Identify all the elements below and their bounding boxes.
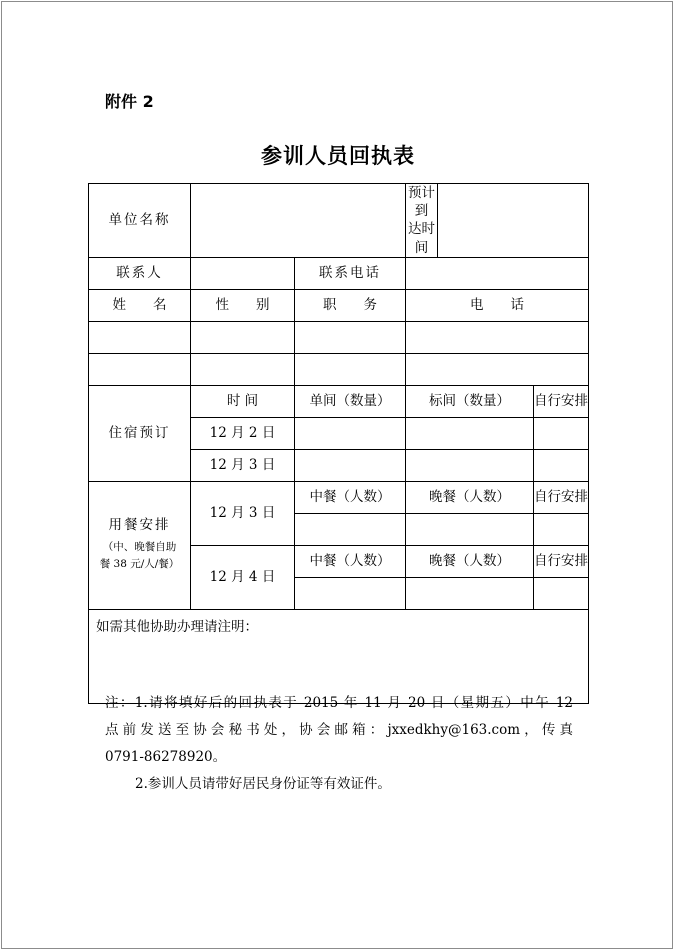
person-phone-field[interactable] (406, 321, 589, 353)
lodging-self-field[interactable] (534, 449, 589, 481)
note-line: 2.参训人员请带好居民身份证等有效证件。 (135, 776, 391, 792)
person-row (89, 353, 589, 385)
meal-self-header: 自行安排 (534, 481, 589, 513)
person-row (89, 321, 589, 353)
contact-field[interactable] (191, 257, 295, 289)
person-name-field[interactable] (89, 353, 191, 385)
meal-lunch-field[interactable] (295, 577, 406, 609)
meal-lunch-header: 中餐（人数） (295, 481, 406, 513)
contact-label: 联系人 (89, 257, 191, 289)
contact-phone-label: 联系电话 (295, 257, 406, 289)
contact-phone-field[interactable] (406, 257, 589, 289)
lodging-standard-header: 标间（数量） (406, 385, 534, 417)
header-name: 姓 名 (89, 289, 191, 321)
row-lodging-header (89, 385, 589, 417)
arrival-time-field[interactable] (438, 184, 589, 258)
unit-name-label: 单位名称 (89, 184, 191, 258)
meal-date: 12 月 3 日 (191, 481, 295, 545)
header-phone: 电 话 (406, 289, 589, 321)
person-name-field[interactable] (89, 321, 191, 353)
meal-self-header: 自行安排 (534, 545, 589, 577)
meal-self-field[interactable] (534, 577, 589, 609)
row-person-headers (89, 289, 589, 321)
person-position-field[interactable] (295, 321, 406, 353)
person-gender-field[interactable] (191, 321, 295, 353)
lodging-self-field[interactable] (534, 417, 589, 449)
meal-lunch-field[interactable] (295, 513, 406, 545)
unit-name-field[interactable] (191, 184, 406, 258)
lodging-standard-field[interactable] (406, 449, 534, 481)
lodging-single-field[interactable] (295, 449, 406, 481)
meal-self-field[interactable] (534, 513, 589, 545)
meal-dinner-field[interactable] (406, 513, 534, 545)
note-line: 注：1.请将填好后的回执表于 2015 年 11 月 20 日（星期五）中午 12 (105, 695, 573, 711)
header-position: 职 务 (295, 289, 406, 321)
lodging-label: 住宿预订 (89, 385, 191, 481)
header-gender: 性 别 (191, 289, 295, 321)
meal-dinner-field[interactable] (406, 577, 534, 609)
meal-row-header (89, 481, 589, 513)
meal-note: （中、晚餐自助 餐 38 元/人/餐） (99, 540, 180, 571)
lodging-date: 12 月 2 日 (191, 417, 295, 449)
receipt-form-table (88, 183, 589, 704)
person-phone-field[interactable] (406, 353, 589, 385)
meal-dinner-header: 晚餐（人数） (406, 545, 534, 577)
notes (105, 690, 573, 798)
attachment-label: 附件 2 (105, 92, 154, 111)
person-gender-field[interactable] (191, 353, 295, 385)
meal-label: 用餐安排 （中、晚餐自助 餐 38 元/人/餐） (89, 481, 191, 609)
other-assistance-label: 如需其他协助办理请注明： (96, 618, 258, 635)
lodging-standard-field[interactable] (406, 417, 534, 449)
note-line: 点前发送至协会秘书处，协会邮箱：jxxedkhy@163.com，传真 (105, 722, 573, 738)
row-unit (89, 184, 589, 258)
note-line: 0791-86278920。 (105, 749, 227, 765)
person-position-field[interactable] (295, 353, 406, 385)
lodging-time-header: 时 间 (191, 385, 295, 417)
lodging-self-header: 自行安排 (534, 385, 589, 417)
meal-lunch-header: 中餐（人数） (295, 545, 406, 577)
form-title: 参训人员回执表 (261, 144, 415, 168)
meal-date: 12 月 4 日 (191, 545, 295, 609)
lodging-date: 12 月 3 日 (191, 449, 295, 481)
lodging-single-header: 单间（数量） (295, 385, 406, 417)
arrival-time-label: 预计到 达时间 (406, 184, 438, 258)
lodging-single-field[interactable] (295, 417, 406, 449)
meal-dinner-header: 晚餐（人数） (406, 481, 534, 513)
row-contact (89, 257, 589, 289)
